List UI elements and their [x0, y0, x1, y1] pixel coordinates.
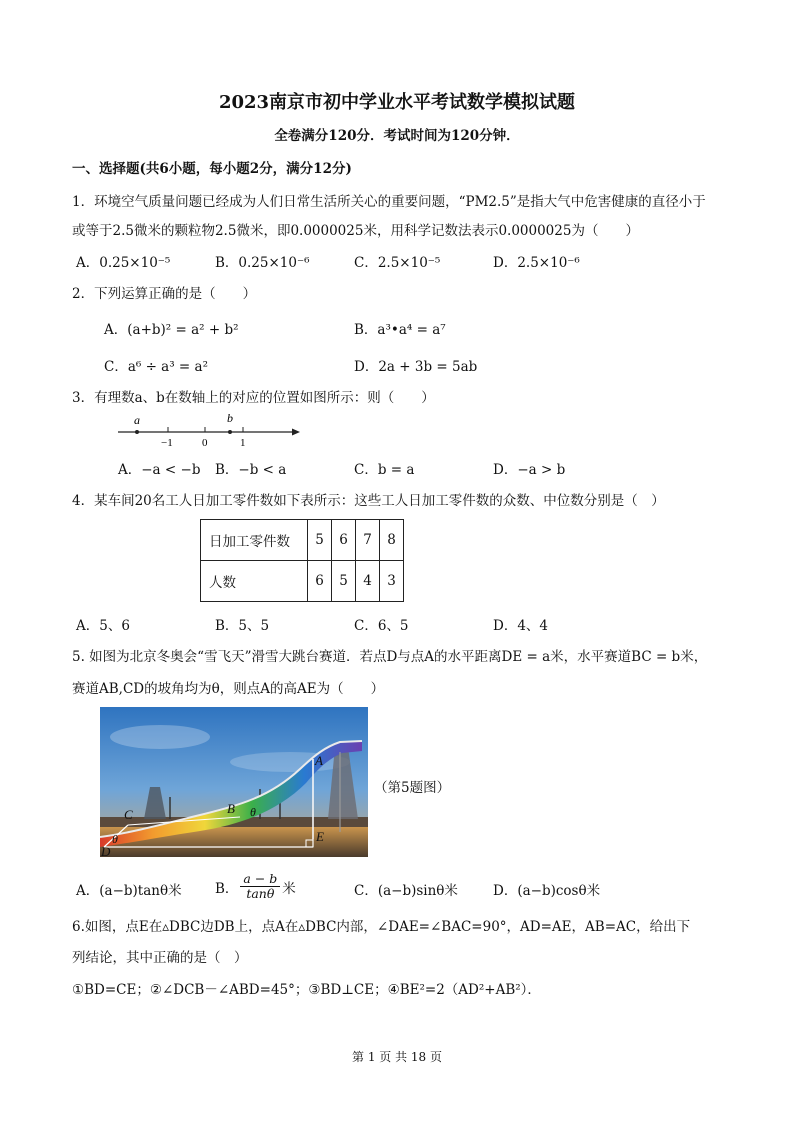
fraction-denominator: tanθ — [246, 886, 275, 901]
q5-option-b-suffix: 米 — [282, 880, 296, 897]
q3-option-d: D．−a > b — [493, 462, 566, 478]
fraction — [240, 872, 280, 901]
tick-label-minus1: −1 — [161, 437, 173, 449]
table-row-header: 人数 — [201, 561, 308, 602]
section-heading: 一、选择题(共6小题，每小题2分，满分12分) — [72, 161, 352, 177]
q6-stem-line1: 6.如图，点E在▵DBC边DB上，点A在▵DBC内部，∠DAE=∠BAC=90°，AD=AE，AB=AC，给出下 — [72, 919, 691, 935]
table-row — [201, 520, 404, 561]
q3-option-a: A．−a < −b — [118, 462, 201, 478]
table-cell: 6 — [308, 561, 332, 602]
q2-option-a: A．(a+b)² = a² + b² — [104, 322, 239, 338]
q2-option-d: D．2a + 3b = 5ab — [354, 359, 478, 375]
tick-label-0: 0 — [202, 437, 208, 449]
number-line-figure — [114, 410, 304, 450]
q3-stem: 3．有理数a、b在数轴上的对应的位置如图所示：则（ ） — [72, 390, 435, 406]
point-c-label: C — [124, 807, 133, 822]
fraction-numerator: a − b — [240, 872, 280, 887]
table-cell: 4 — [356, 561, 380, 602]
q5-option-a: A．(a−b)tanθ米 — [76, 883, 182, 899]
point-b-label: B — [227, 801, 235, 816]
q3-option-c: C．b = a — [354, 462, 415, 478]
theta-label-d: θ — [112, 832, 118, 846]
q4-option-c: C．6、5 — [354, 618, 409, 634]
q1-option-d: D．2.5×10⁻⁶ — [493, 255, 580, 271]
q1-stem-line2: 或等于2.5微米的颗粒物2.5微米，即0.0000025米，用科学记数法表示0.0000025为（ ） — [72, 223, 639, 239]
q4-option-d: D．4、4 — [493, 618, 549, 634]
point-e-label: E — [316, 829, 324, 844]
table-cell: 7 — [356, 520, 380, 561]
q1-option-b: B．0.25×10⁻⁶ — [215, 255, 310, 271]
q1-option-a: A．0.25×10⁻⁵ — [76, 255, 171, 271]
figure-caption: （第5题图） — [374, 780, 451, 796]
q5-stem-line2: 赛道AB,CD的坡角均为θ，则点A的高AE为（ ） — [72, 681, 385, 697]
table-cell: 6 — [332, 520, 356, 561]
point-d-label: D — [101, 844, 111, 857]
point-b — [228, 430, 232, 434]
table-row — [201, 561, 404, 602]
table-cell: 5 — [308, 520, 332, 561]
q6-stem-line2: 列结论，其中正确的是（ ） — [72, 950, 248, 966]
q4-option-b: B．5、5 — [215, 618, 270, 634]
tick-label-1: 1 — [240, 437, 246, 449]
q4-option-a: A．5、6 — [76, 618, 130, 634]
label-a: a — [134, 413, 140, 427]
q1-stem-line1: 1．环境空气质量问题已经成为人们日常生活所关心的重要问题，“PM2.5”是指大气中危害健康的直径小于 — [72, 194, 706, 210]
exam-info: 全卷满分120分．考试时间为120分钟． — [274, 128, 520, 144]
ski-jump-photo — [100, 707, 368, 857]
q5-option-b — [215, 872, 296, 901]
arrow-icon — [292, 429, 300, 436]
q4-stem: 4．某车间20名工人日加工零件数如下表所示：这些工人日加工零件数的众数、中位数分别是（ ） — [72, 493, 665, 509]
point-a — [135, 430, 139, 434]
table-cell: 3 — [380, 561, 404, 602]
theta-label-b: θ — [250, 805, 256, 819]
q5-stem-line1: 5. 如图为北京冬奥会“雪飞天”滑雪大跳台赛道．若点D与点A的水平距离DE = a米，水平赛道BC = b米， — [72, 649, 708, 665]
frequency-table — [200, 519, 404, 602]
q5-option-d: D．(a−b)cosθ米 — [493, 883, 601, 899]
q2-stem: 2．下列运算正确的是（ ） — [72, 286, 257, 302]
q5-option-b-prefix: B． — [215, 880, 239, 897]
page-title: 2023南京市初中学业水平考试数学模拟试题 — [218, 92, 576, 113]
page-footer: 第 1 页 共 18 页 — [352, 1050, 442, 1064]
q3-option-b: B．−b < a — [215, 462, 287, 478]
q2-option-b: B．a³•a⁴ = a⁷ — [354, 322, 446, 338]
table-cell: 8 — [380, 520, 404, 561]
table-cell: 5 — [332, 561, 356, 602]
label-b: b — [227, 411, 233, 425]
q6-conclusions: ①BD=CE；②∠DCB－∠ABD=45°；③BD⊥CE；④BE²=2（AD²+AB²）． — [72, 982, 541, 998]
table-row-header: 日加工零件数 — [201, 520, 308, 561]
q5-option-c: C．(a−b)sinθ米 — [354, 883, 458, 899]
point-a-label: A — [315, 753, 323, 768]
q1-option-c: C．2.5×10⁻⁵ — [354, 255, 441, 271]
q2-option-c: C．a⁶ ÷ a³ = a² — [104, 359, 208, 375]
